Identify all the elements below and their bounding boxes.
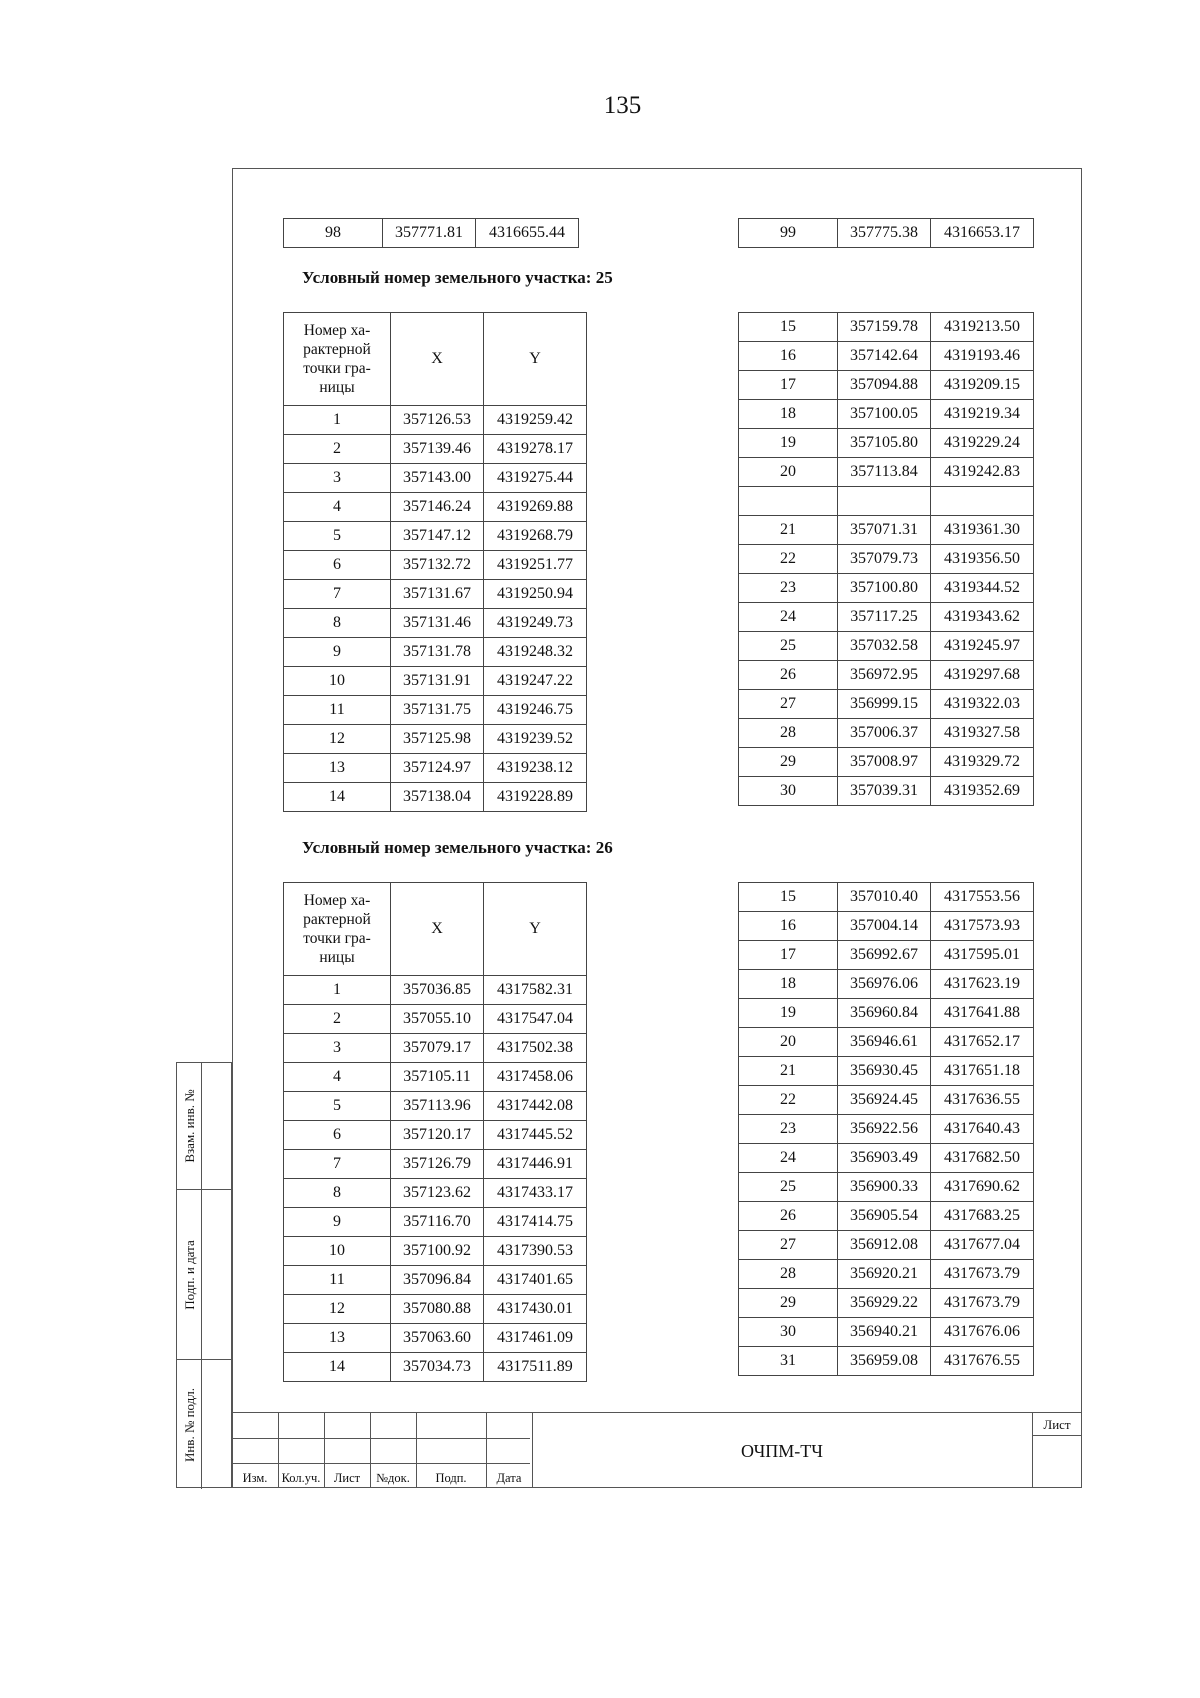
x-coordinate: 357034.73 (391, 1353, 484, 1382)
table-row (284, 1092, 587, 1121)
x-coordinate: 356999.15 (838, 690, 931, 719)
table-row (739, 1260, 1034, 1289)
y-coordinate: 4319248.32 (484, 638, 587, 667)
x-coordinate: 357146.24 (391, 493, 484, 522)
y-coordinate: 4317511.89 (484, 1353, 587, 1382)
x-coordinate: 357036.85 (391, 976, 484, 1005)
y-coordinate: 4319297.68 (931, 661, 1034, 690)
table-row (284, 783, 587, 812)
point-number: 28 (739, 719, 838, 748)
x-coordinate: 357039.31 (838, 777, 931, 806)
x-coordinate: 357080.88 (391, 1295, 484, 1324)
y-coordinate: 4319361.30 (931, 516, 1034, 545)
table-row (284, 1237, 587, 1266)
tb-label-list: Лист (333, 1471, 361, 1485)
point-number: 8 (284, 1179, 391, 1208)
y-coordinate: 4317673.79 (931, 1289, 1034, 1318)
page-number: 135 (603, 92, 642, 119)
table-row (739, 719, 1034, 748)
tb-label-ndok: №док. (376, 1471, 410, 1485)
point-number: 25 (739, 1173, 838, 1202)
stamp-cell-vzam (177, 1063, 231, 1189)
point-number: 1 (284, 406, 391, 435)
x-coordinate: 357105.11 (391, 1063, 484, 1092)
point-number: 20 (739, 458, 838, 487)
point-number: 15 (739, 883, 838, 912)
y-coordinate: 4317433.17 (484, 1179, 587, 1208)
x-coordinate: 356946.61 (838, 1028, 931, 1057)
top-right-row (738, 218, 1034, 248)
tb-label-data: Дата (496, 1471, 522, 1485)
x-coordinate: 357100.80 (838, 574, 931, 603)
table-row (739, 371, 1034, 400)
point-number: 13 (284, 754, 391, 783)
y-coordinate: 4317652.17 (931, 1028, 1034, 1057)
y-coordinate: 4317553.56 (931, 883, 1034, 912)
y-coordinate: 4319229.24 (931, 429, 1034, 458)
point-number: 9 (284, 638, 391, 667)
header-point-number: Номер ха-рактерной точки гра-ницы (284, 883, 391, 976)
x-coordinate: 357132.72 (391, 551, 484, 580)
x-coordinate: 357113.84 (838, 458, 931, 487)
table-row (284, 522, 587, 551)
point-number: 10 (284, 1237, 391, 1266)
table-row (284, 667, 587, 696)
table-row (284, 1121, 587, 1150)
y-coordinate: 4317573.93 (931, 912, 1034, 941)
x-coordinate: 357139.46 (391, 435, 484, 464)
y-coordinate: 4319238.12 (484, 754, 587, 783)
point-number: 5 (284, 522, 391, 551)
point-number: 22 (739, 1086, 838, 1115)
y-coordinate: 4319322.03 (931, 690, 1034, 719)
y-coordinate: 4317623.19 (931, 970, 1034, 999)
point-number: 10 (284, 667, 391, 696)
point-number: 15 (739, 313, 838, 342)
y-coordinate: 4317414.75 (484, 1208, 587, 1237)
y-coordinate: 4319247.22 (484, 667, 587, 696)
point-number: 17 (739, 371, 838, 400)
table-row (284, 976, 587, 1005)
x-coordinate: 357126.53 (391, 406, 484, 435)
x-coordinate: 357008.97 (838, 748, 931, 777)
table-row (284, 1150, 587, 1179)
table-row (739, 690, 1034, 719)
table-row (739, 603, 1034, 632)
y-coordinate: 4317445.52 (484, 1121, 587, 1150)
point-number: 23 (739, 574, 838, 603)
x-coordinate: 356959.08 (838, 1347, 931, 1376)
point-number: 16 (739, 912, 838, 941)
y-coordinate: 4319327.58 (931, 719, 1034, 748)
table-row (739, 1318, 1034, 1347)
x-coordinate: 356900.33 (838, 1173, 931, 1202)
y-coordinate: 4319219.34 (931, 400, 1034, 429)
point-number: 27 (739, 690, 838, 719)
y-coordinate: 4319249.73 (484, 609, 587, 638)
x-coordinate: 357131.78 (391, 638, 484, 667)
x-coordinate: 357079.17 (391, 1034, 484, 1063)
point-number: 21 (739, 1057, 838, 1086)
stamp-label-vzam: Взам. инв. № (182, 1089, 197, 1163)
y-coordinate: 4317582.31 (484, 976, 587, 1005)
table-row (284, 464, 587, 493)
title-block (232, 1412, 1082, 1488)
point-number: 9 (284, 1208, 391, 1237)
y-coordinate: 4317636.55 (931, 1086, 1034, 1115)
x-coordinate: 357117.25 (838, 603, 931, 632)
point-number: 5 (284, 1092, 391, 1121)
x-coordinate: 356930.45 (838, 1057, 931, 1086)
table-row (739, 1289, 1034, 1318)
y-coordinate: 4319343.62 (931, 603, 1034, 632)
y-coordinate: 4317683.25 (931, 1202, 1034, 1231)
y-coordinate (931, 487, 1034, 516)
x-coordinate: 356922.56 (838, 1115, 931, 1144)
x-coordinate: 357123.62 (391, 1179, 484, 1208)
point-number: 20 (739, 1028, 838, 1057)
header-point-number: Номер ха-рактерной точки гра-ницы (284, 313, 391, 406)
table-row (739, 777, 1034, 806)
y-coordinate: 4319268.79 (484, 522, 587, 551)
x-coordinate: 356903.49 (838, 1144, 931, 1173)
table-header-row (284, 883, 587, 976)
point-number: 22 (739, 545, 838, 574)
table-row (739, 912, 1034, 941)
section-25-left-table (283, 312, 587, 812)
table-header-row (284, 313, 587, 406)
section-26-left-table (283, 882, 587, 1382)
table-row (739, 1347, 1034, 1376)
point-number: 7 (284, 580, 391, 609)
sheet-label: Лист (1043, 1417, 1071, 1432)
table-row (284, 435, 587, 464)
x-coordinate: 357006.37 (838, 719, 931, 748)
y-coordinate: 4319213.50 (931, 313, 1034, 342)
y-coordinate: 4317401.65 (484, 1266, 587, 1295)
y-coordinate: 4317682.50 (931, 1144, 1034, 1173)
point-number: 23 (739, 1115, 838, 1144)
point-number: 11 (284, 696, 391, 725)
y-coordinate: 4317390.53 (484, 1237, 587, 1266)
stamp-cell-inv (177, 1359, 231, 1489)
point-number: 24 (739, 1144, 838, 1173)
x-coordinate: 357032.58 (838, 632, 931, 661)
x-coordinate: 357100.92 (391, 1237, 484, 1266)
y-coordinate: 4319278.17 (484, 435, 587, 464)
table-row (739, 1115, 1034, 1144)
table-row (739, 661, 1034, 690)
x-coordinate: 357125.98 (391, 725, 484, 754)
y-coordinate: 4317458.06 (484, 1063, 587, 1092)
section-25-heading: Условный номер земельного участка: 25 (302, 268, 613, 287)
section-26-right-table (738, 882, 1034, 1376)
point-number: 2 (284, 1005, 391, 1034)
table-row (739, 883, 1034, 912)
table-row (284, 1005, 587, 1034)
header-y: Y (484, 883, 587, 976)
header-y: Y (484, 313, 587, 406)
tb-label-podp: Подп. (435, 1471, 467, 1485)
point-number: 14 (284, 783, 391, 812)
x-coordinate: 357010.40 (838, 883, 931, 912)
table-row (284, 1295, 587, 1324)
x-coordinate: 357771.81 (383, 219, 476, 248)
table-row (284, 696, 587, 725)
table-row (739, 219, 1034, 248)
table-row (739, 342, 1034, 371)
y-coordinate: 4317547.04 (484, 1005, 587, 1034)
x-coordinate: 357004.14 (838, 912, 931, 941)
point-number: 98 (284, 219, 383, 248)
table-row (739, 1231, 1034, 1260)
y-coordinate: 4317651.18 (931, 1057, 1034, 1086)
header-x: X (391, 883, 484, 976)
x-coordinate: 357063.60 (391, 1324, 484, 1353)
y-coordinate: 4317595.01 (931, 941, 1034, 970)
y-coordinate: 4319250.94 (484, 580, 587, 609)
x-coordinate: 357071.31 (838, 516, 931, 545)
y-coordinate: 4319344.52 (931, 574, 1034, 603)
x-coordinate: 357131.46 (391, 609, 484, 638)
y-coordinate: 4317442.08 (484, 1092, 587, 1121)
header-x: X (391, 313, 484, 406)
table-row (284, 551, 587, 580)
y-coordinate: 4317446.91 (484, 1150, 587, 1179)
table-row (284, 638, 587, 667)
point-number: 3 (284, 464, 391, 493)
x-coordinate: 357131.67 (391, 580, 484, 609)
y-coordinate: 4317676.06 (931, 1318, 1034, 1347)
table-row (284, 1063, 587, 1092)
y-coordinate: 4317690.62 (931, 1173, 1034, 1202)
table-row (739, 970, 1034, 999)
x-coordinate: 357131.75 (391, 696, 484, 725)
table-row (739, 574, 1034, 603)
table-row (284, 725, 587, 754)
top-left-row (283, 218, 579, 248)
x-coordinate: 357094.88 (838, 371, 931, 400)
point-number: 99 (739, 219, 838, 248)
y-coordinate: 4319259.42 (484, 406, 587, 435)
x-coordinate: 357775.38 (838, 219, 931, 248)
stamp-cell-podp (177, 1189, 231, 1359)
x-coordinate: 357131.91 (391, 667, 484, 696)
point-number: 8 (284, 609, 391, 638)
point-number: 14 (284, 1353, 391, 1382)
table-row (284, 219, 579, 248)
point-number: 30 (739, 1318, 838, 1347)
stamp-label-podp: Подп. и дата (182, 1239, 197, 1310)
point-number: 24 (739, 603, 838, 632)
table-row (284, 1324, 587, 1353)
point-number: 19 (739, 429, 838, 458)
point-number: 27 (739, 1231, 838, 1260)
table-row (739, 1086, 1034, 1115)
point-number (739, 487, 838, 516)
x-coordinate: 357079.73 (838, 545, 931, 574)
table-row (284, 609, 587, 638)
table-row (739, 400, 1034, 429)
table-row (739, 545, 1034, 574)
y-coordinate: 4317677.04 (931, 1231, 1034, 1260)
table-row (739, 313, 1034, 342)
point-number: 19 (739, 999, 838, 1028)
y-coordinate: 4319269.88 (484, 493, 587, 522)
table-row (739, 487, 1034, 516)
table-row (284, 1179, 587, 1208)
x-coordinate: 356905.54 (838, 1202, 931, 1231)
x-coordinate: 357138.04 (391, 783, 484, 812)
table-row (284, 1266, 587, 1295)
y-coordinate: 4319251.77 (484, 551, 587, 580)
point-number: 2 (284, 435, 391, 464)
x-coordinate: 356960.84 (838, 999, 931, 1028)
x-coordinate: 357120.17 (391, 1121, 484, 1150)
x-coordinate: 357113.96 (391, 1092, 484, 1121)
y-coordinate: 4317641.88 (931, 999, 1034, 1028)
table-row (739, 941, 1034, 970)
table-row (284, 1034, 587, 1063)
table-row (739, 1028, 1034, 1057)
table-row (739, 748, 1034, 777)
y-coordinate: 4319242.83 (931, 458, 1034, 487)
y-coordinate: 4319209.15 (931, 371, 1034, 400)
point-number: 6 (284, 1121, 391, 1150)
table-row (284, 1208, 587, 1237)
x-coordinate: 356940.21 (838, 1318, 931, 1347)
y-coordinate: 4319245.97 (931, 632, 1034, 661)
table-row (739, 1173, 1034, 1202)
stamp-label-inv: Инв. № подл. (182, 1387, 197, 1462)
y-coordinate: 4319275.44 (484, 464, 587, 493)
point-number: 7 (284, 1150, 391, 1179)
point-number: 13 (284, 1324, 391, 1353)
x-coordinate: 357100.05 (838, 400, 931, 429)
table-row (739, 1144, 1034, 1173)
table-row (739, 1057, 1034, 1086)
table-row (739, 1202, 1034, 1231)
table-row (284, 754, 587, 783)
y-coordinate: 4317676.55 (931, 1347, 1034, 1376)
y-coordinate: 4319228.89 (484, 783, 587, 812)
point-number: 29 (739, 1289, 838, 1318)
x-coordinate: 356912.08 (838, 1231, 931, 1260)
section-25-right-table (738, 312, 1034, 806)
x-coordinate: 357159.78 (838, 313, 931, 342)
table-row (739, 429, 1034, 458)
x-coordinate: 357124.97 (391, 754, 484, 783)
y-coordinate: 4316655.44 (476, 219, 579, 248)
table-row (284, 1353, 587, 1382)
y-coordinate: 4317461.09 (484, 1324, 587, 1353)
point-number: 29 (739, 748, 838, 777)
x-coordinate: 356920.21 (838, 1260, 931, 1289)
table-row (284, 493, 587, 522)
point-number: 3 (284, 1034, 391, 1063)
side-stamp (176, 1062, 232, 1488)
point-number: 11 (284, 1266, 391, 1295)
table-row (739, 999, 1034, 1028)
point-number: 26 (739, 1202, 838, 1231)
point-number: 12 (284, 725, 391, 754)
y-coordinate: 4317640.43 (931, 1115, 1034, 1144)
x-coordinate: 357142.64 (838, 342, 931, 371)
y-coordinate: 4319356.50 (931, 545, 1034, 574)
table-row (739, 516, 1034, 545)
point-number: 16 (739, 342, 838, 371)
point-number: 26 (739, 661, 838, 690)
x-coordinate: 357147.12 (391, 522, 484, 551)
x-coordinate: 357116.70 (391, 1208, 484, 1237)
point-number: 1 (284, 976, 391, 1005)
point-number: 4 (284, 493, 391, 522)
x-coordinate: 356992.67 (838, 941, 931, 970)
x-coordinate: 357143.00 (391, 464, 484, 493)
x-coordinate: 357055.10 (391, 1005, 484, 1034)
table-row (739, 458, 1034, 487)
point-number: 28 (739, 1260, 838, 1289)
tb-label-koluch: Кол.уч. (281, 1471, 321, 1485)
table-row (284, 406, 587, 435)
x-coordinate: 357126.79 (391, 1150, 484, 1179)
point-number: 31 (739, 1347, 838, 1376)
x-coordinate: 356924.45 (838, 1086, 931, 1115)
y-coordinate: 4319239.52 (484, 725, 587, 754)
point-number: 17 (739, 941, 838, 970)
document-code: ОЧПМ-ТЧ (741, 1441, 823, 1461)
y-coordinate: 4319329.72 (931, 748, 1034, 777)
section-26-heading: Условный номер земельного участка: 26 (302, 838, 613, 857)
x-coordinate: 356929.22 (838, 1289, 931, 1318)
y-coordinate: 4317502.38 (484, 1034, 587, 1063)
x-coordinate: 357105.80 (838, 429, 931, 458)
point-number: 6 (284, 551, 391, 580)
y-coordinate: 4317430.01 (484, 1295, 587, 1324)
point-number: 12 (284, 1295, 391, 1324)
y-coordinate: 4319352.69 (931, 777, 1034, 806)
x-coordinate (838, 487, 931, 516)
point-number: 25 (739, 632, 838, 661)
tb-label-izm: Изм. (242, 1471, 268, 1485)
x-coordinate: 356976.06 (838, 970, 931, 999)
table-row (284, 580, 587, 609)
y-coordinate: 4319193.46 (931, 342, 1034, 371)
y-coordinate: 4319246.75 (484, 696, 587, 725)
point-number: 4 (284, 1063, 391, 1092)
x-coordinate: 356972.95 (838, 661, 931, 690)
y-coordinate: 4317673.79 (931, 1260, 1034, 1289)
point-number: 18 (739, 970, 838, 999)
point-number: 21 (739, 516, 838, 545)
table-row (739, 632, 1034, 661)
y-coordinate: 4316653.17 (931, 219, 1034, 248)
point-number: 30 (739, 777, 838, 806)
x-coordinate: 357096.84 (391, 1266, 484, 1295)
point-number: 18 (739, 400, 838, 429)
